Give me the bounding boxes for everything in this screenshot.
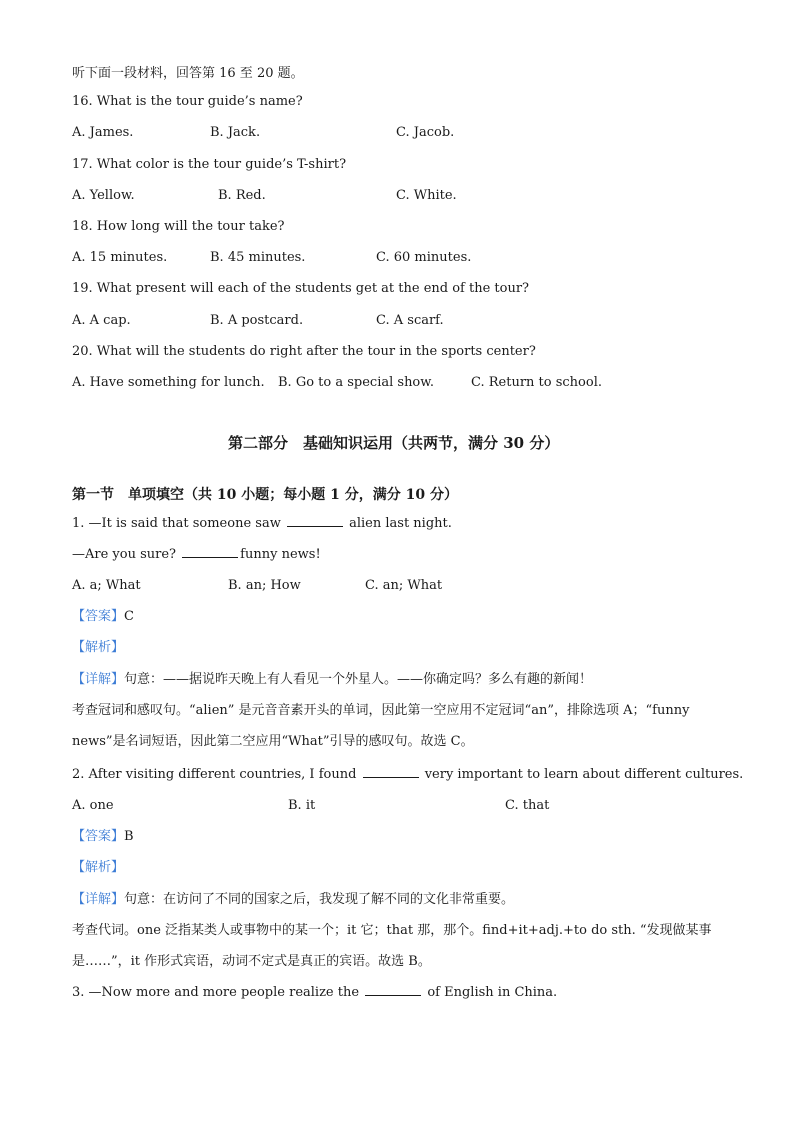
q2-explanation-line-1: 考查代词。one 泛指某类人或事物中的某一个；it 它；that 那，那个。find+it+adj.+to do sth. “发现做某事 [72, 923, 712, 938]
q2-answer-value: B [124, 829, 134, 844]
q1-blank-2 [182, 545, 238, 558]
q19-option-c: C. A scarf. [376, 313, 444, 328]
q2-blank [363, 765, 419, 778]
section-one-title: 第一节 单项填空（共 10 小题；每小题 1 分，满分 10 分） [72, 487, 458, 503]
q16-option-c: C. Jacob. [396, 125, 455, 140]
q16-option-b: B. Jack. [210, 125, 261, 140]
q2-detail-line [72, 890, 514, 910]
q18-option-a: A. 15 minutes. [72, 250, 168, 265]
q1-answer-value: C [124, 609, 134, 624]
q20-option-a: A. Have something for lunch. [72, 375, 265, 390]
q1-answer-tag: 【答案】 [72, 609, 125, 624]
q1-analysis-line [72, 638, 124, 658]
q2-detail-tag: 【详解】 [72, 892, 125, 907]
q1-reply-after-blank: funny news! [240, 547, 321, 562]
q1-text-after-blank: alien last night. [349, 516, 452, 531]
q18-option-b: B. 45 minutes. [210, 250, 306, 265]
q20-option-c: C. Return to school. [471, 375, 602, 390]
q1-explanation-line-1: 考查冠词和感叹句。“alien” 是元音音素开头的单词，因此第一空应用不定冠词“an”，排除选项 A；“funny [72, 703, 690, 718]
question-20: 20. What will the students do right after the tour in the sports center? [72, 344, 536, 359]
q1-detail-text: 句意：——据说昨天晚上有人看见一个外星人。——你确定吗？多么有趣的新闻！ [124, 672, 593, 687]
q2-detail-text: 句意：在访问了不同的国家之后，我发现了解不同的文化非常重要。 [124, 892, 515, 907]
q1-reply-before-blank: —Are you sure? [72, 547, 177, 562]
q3-text-before-blank: 3. —Now more and more people realize the [72, 985, 360, 1000]
q2-answer-tag: 【答案】 [72, 829, 125, 844]
q2-text-after-blank: very important to learn about different cultures. [424, 767, 744, 782]
question-18: 18. How long will the tour take? [72, 219, 285, 234]
q1-explanation-line-2: news”是名词短语，因此第二空应用“What”引导的感叹句。故选 C。 [72, 734, 474, 749]
q3-text-after-blank: of English in China. [427, 985, 558, 1000]
q19-option-b: B. A postcard. [210, 313, 304, 328]
q17-option-c: C. White. [396, 188, 457, 203]
q17-option-b: B. Red. [218, 188, 266, 203]
q20-option-b: B. Go to a special show. [278, 375, 434, 390]
part-two-title: 第二部分 基础知识运用（共两节，满分 30 分） [228, 434, 560, 452]
q19-option-a: A. A cap. [72, 313, 131, 328]
q1-detail-line [72, 670, 592, 690]
q2-option-a: A. one [72, 798, 114, 813]
q2-option-b: B. it [288, 798, 316, 813]
q2-analysis-tag: 【解析】 [72, 860, 125, 875]
q17-option-a: A. Yellow. [72, 188, 135, 203]
q1-detail-tag: 【详解】 [72, 672, 125, 687]
q1-analysis-tag: 【解析】 [72, 640, 125, 655]
q2-analysis-line [72, 858, 124, 878]
grammar-question-1-line-2 [72, 545, 321, 565]
q3-blank [365, 983, 421, 996]
q1-answer-line [72, 607, 134, 627]
q18-option-c: C. 60 minutes. [376, 250, 472, 265]
q1-option-b: B. an; How [228, 578, 301, 593]
grammar-question-3-line-1 [72, 983, 557, 1003]
q1-blank-1 [287, 514, 343, 527]
q1-text-before-blank: 1. —It is said that someone saw [72, 516, 281, 531]
q2-option-c: C. that [505, 798, 550, 813]
question-16: 16. What is the tour guide’s name? [72, 94, 303, 109]
q2-answer-line [72, 827, 134, 847]
listening-intro: 听下面一段材料，回答第 16 至 20 题。 [72, 66, 304, 81]
q2-text-before-blank: 2. After visiting different countries, I found [72, 767, 357, 782]
q16-option-a: A. James. [72, 125, 134, 140]
grammar-question-2-line-1 [72, 765, 743, 785]
q1-option-c: C. an; What [365, 578, 443, 593]
q2-explanation-line-2: 是……”，it 作形式宾语，动词不定式是真正的宾语。故选 B。 [72, 954, 431, 969]
grammar-question-1-line-1 [72, 514, 452, 534]
question-19: 19. What present will each of the students get at the end of the tour? [72, 281, 530, 296]
q1-option-a: A. a; What [72, 578, 141, 593]
question-17: 17. What color is the tour guide’s T-shirt? [72, 157, 347, 172]
